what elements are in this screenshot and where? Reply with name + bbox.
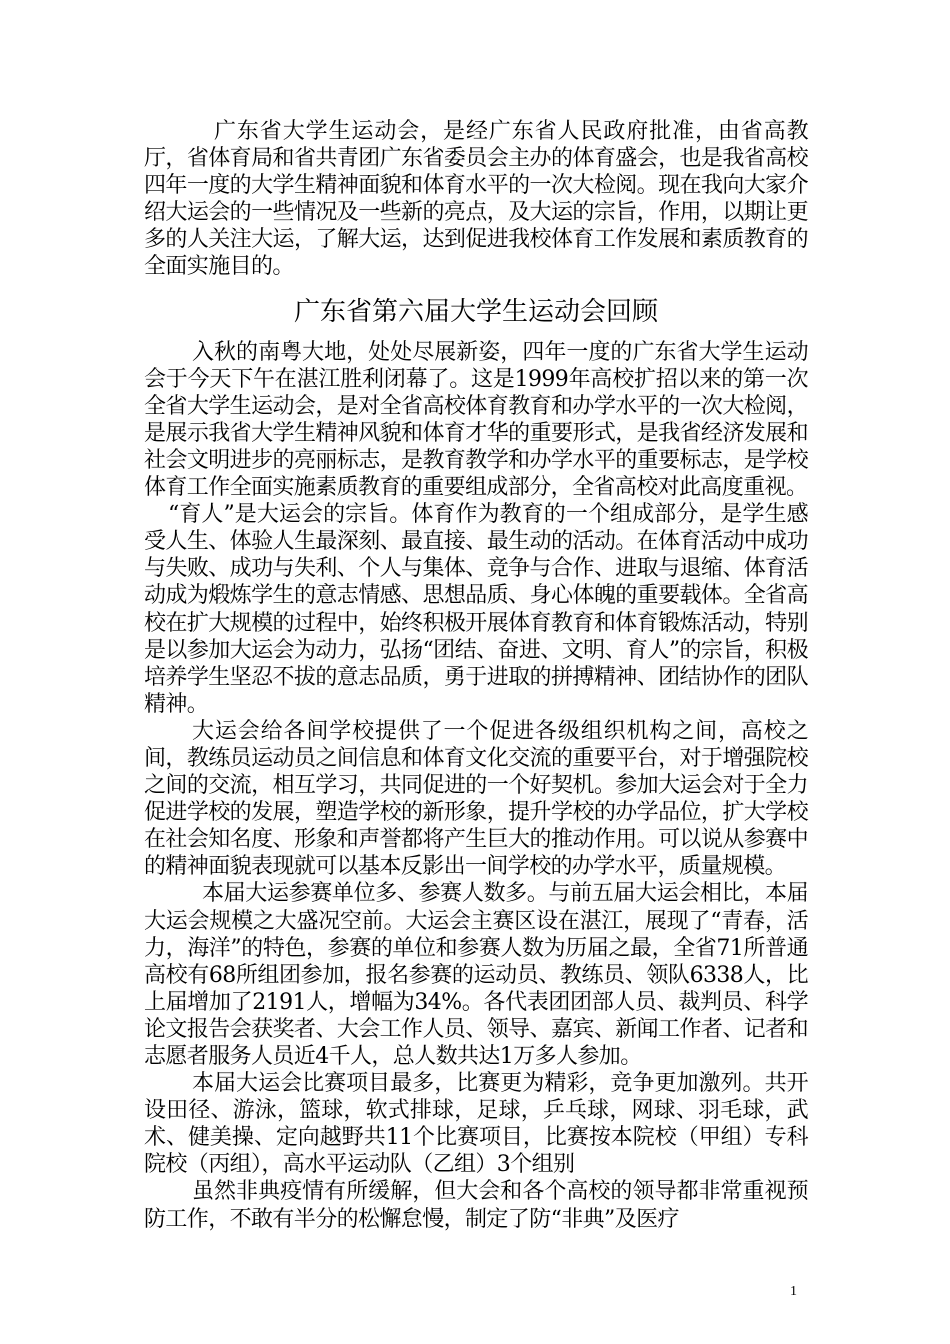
document-title: 广东省第六届大学生运动会回顾 <box>293 296 658 327</box>
intro-paragraph: 广东省大学生运动会，是经广东省人民政府批准，由省高教厅，省体育局和省共青团广东省委员会主办的体育盛会，也是我省高校四年一度的大学生精神面貌和体育水平的一次大检阅。现在我向大家介绍大运会的一些情况及一些新的亮点，及大运的宗旨，作用，以期让更多的人关注大运，了解大运，达到促进我校体育工作发展和素质教育的全面实施目的。 <box>144 119 808 280</box>
document-body <box>144 118 808 1233</box>
paragraph-1: 入秋的南粤大地，处处尽展新姿，四年一度的广东省大学生运动会于今天下午在湛江胜利闭幕了。这是1999年高校扩招以来的第一次全省大学生运动会，是对全省高校体育教育和办学水平的一次大检阅，是展示我省大学生精神风貌和体育才华的重要形式，是我省经济发展和社会文明进步的亮丽标志，是教育教学和办学水平的重要标志，是学校体育工作全面实施素质教育的重要组成部分，全省高校对此高度重视。 <box>144 339 808 501</box>
paragraph-3: 大运会给各间学校提供了一个促进各级组织机构之间，高校之间，教练员运动员之间信息和体育文化交流的重要平台，对于增强院校之间的交流，相互学习，共同促进的一个好契机。参加大运会对于全力促进学校的发展，塑造学校的新形象，提升学校的办学品位，扩大学校在社会知名度、形象和声誉都将产生巨大的推动作用。可以说从参赛中的精神面貌表现就可以基本反影出一间学校的办学水平，质量规模。 <box>144 718 808 880</box>
paragraph-5: 本届大运会比赛项目最多，比赛更为精彩，竞争更加激列。共开设田径、游泳，篮球，软式排球，足球，乒乓球，网球、羽毛球，武术、健美操、定向越野共11个比赛项目，比赛按本院校（甲组）专科院校（丙组），高水平运动队（乙组）3个组别 <box>144 1071 808 1178</box>
page-number: 1 <box>790 1284 797 1299</box>
paragraph-2: “育人”是大运会的宗旨。体育作为教育的一个组成部分，是学生感受人生、体验人生最深刻、最直接、最生动的活动。在体育活动中成功与失败、成功与失利、个人与集体、竞争与合作、进取与退缩、体育活动成为煅炼学生的意志情感、思想品质、身心体魄的重要载体。全省高校在扩大规模的过程中，始终积极开展体育教育和体育锻炼活动，特别是以参加大运会为动力，弘扬“团结、奋进、文明、育人”的宗旨，积极培养学生坚忍不拔的意志品质，勇于进取的拼搏精神、团结协作的团队精神。 <box>144 502 808 717</box>
paragraph-6: 虽然非典疫情有所缓解，但大会和各个高校的领导都非常重视预防工作，不敢有半分的松懈怠慢，制定了防“非典”及医疗 <box>144 1179 808 1232</box>
paragraph-4: 本届大运参赛单位多、参赛人数多。与前五届大运会相比，本届大运会规模之大盛况空前。大运会主赛区设在湛江，展现了“青春，活力，海洋”的特色，参赛的单位和参赛人数为历届之最，全省71所普通高校有68所组团参加，报名参赛的运动员、教练员、领队6338人，比上届增加了2191人，增幅为34%。各代表团团部人员、裁判员、科学论文报告会获奖者、大会工作人员、领导、嘉宾、新闻工作者、记者和志愿者服务人员近4千人，总人数共达1万多人参加。 <box>144 881 808 1069</box>
